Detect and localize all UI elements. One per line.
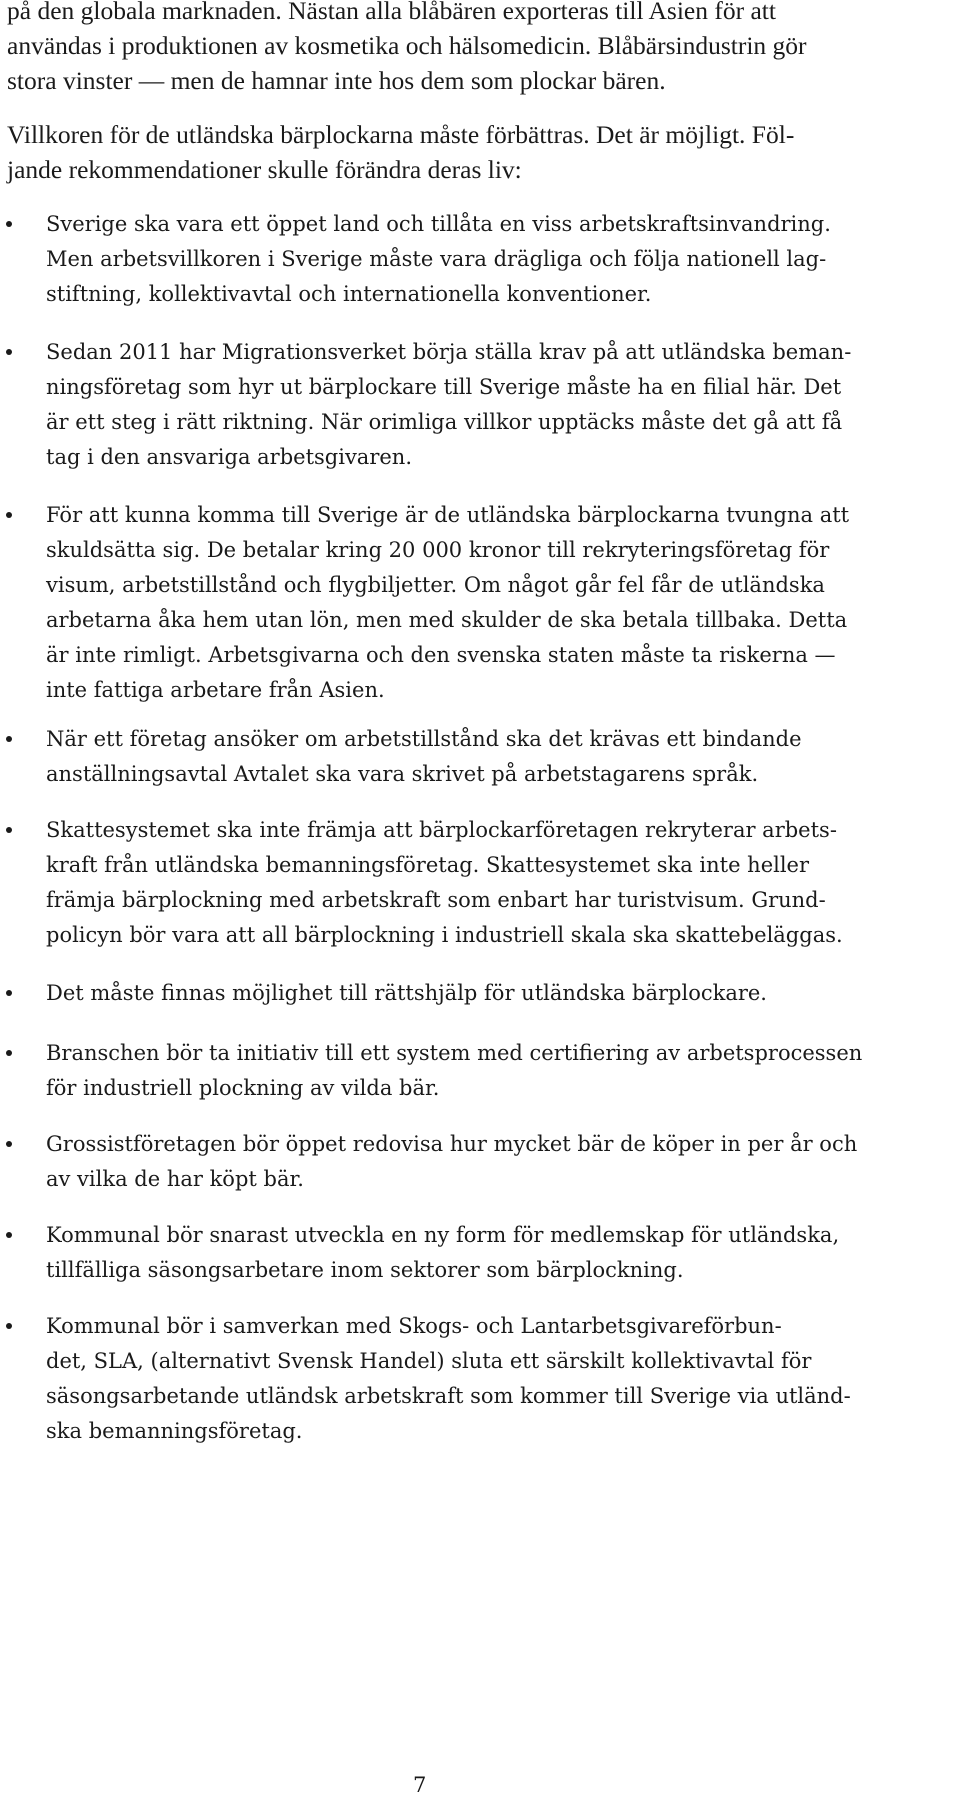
text-line: av vilka de har köpt bär. <box>46 1167 304 1191</box>
text-line: stiftning, kollektivavtal och internationella konventioner. <box>46 282 652 306</box>
text-line: Grossistföretagen bör öppet redovisa hur mycket bär de köper in per år och <box>46 1132 858 1156</box>
list-item-text <box>46 976 946 1011</box>
text-line: Sverige ska vara ett öppet land och tillåta en viss arbetskraftsinvandring. <box>46 212 831 236</box>
text-line: är ett steg i rätt riktning. När orimliga villkor upptäcks måste det gå att få <box>46 410 843 434</box>
text-line: När ett företag ansöker om arbetstillstånd ska det krävas ett bindande <box>46 727 802 751</box>
intro-paragraph-1 <box>7 0 937 98</box>
text-line: För att kunna komma till Sverige är de utländska bärplockarna tvungna att <box>46 503 850 527</box>
text-line: Branschen bör ta initiativ till ett system med certifiering av arbetsprocessen <box>46 1041 863 1065</box>
bullet-icon <box>6 512 12 518</box>
text-line: Villkoren för de utländska bärplockarna måste förbättras. Det är möjligt. Föl- <box>7 120 795 149</box>
text-line: ningsföretag som hyr ut bärplockare till Sverige måste ha en filial här. Det <box>46 375 842 399</box>
text-line: visum, arbetstillstånd och flygbiljetter. Om något går fel får de utländska <box>46 573 825 597</box>
list-item-text <box>46 813 946 953</box>
text-line: policyn bör vara att all bärplockning i industriell skala ska skattebeläggas. <box>46 923 843 947</box>
text-line: ska bemanningsföretag. <box>46 1419 303 1443</box>
text-line: Kommunal bör snarast utveckla en ny form för medlemskap för utländska, <box>46 1223 840 1247</box>
bullet-icon <box>6 221 12 227</box>
text-line: jande rekommendationer skulle förändra deras liv: <box>7 155 522 184</box>
text-line: stora vinster — men de hamnar inte hos dem som plockar bären. <box>7 66 666 95</box>
bullet-icon <box>6 1232 12 1238</box>
text-line: kraft från utländska bemanningsföretag. Skattesystemet ska inte heller <box>46 853 810 877</box>
page-number: 7 <box>413 1773 427 1797</box>
text-line: för industriell plockning av vilda bär. <box>46 1076 440 1100</box>
text-line: arbetarna åka hem utan lön, men med skulder de ska betala tillbaka. Detta <box>46 608 848 632</box>
intro-paragraph-2 <box>7 117 937 187</box>
text-line: det, SLA, (alternativt Svensk Handel) sluta ett särskilt kollektivavtal för <box>46 1349 812 1373</box>
list-item-text <box>46 1036 946 1106</box>
text-line: skuldsätta sig. De betalar kring 20 000 kronor till rekryteringsföretag för <box>46 538 830 562</box>
text-line: anställningsavtal Avtalet ska vara skrivet på arbetstagarens språk. <box>46 762 759 786</box>
bullet-icon <box>6 1141 12 1147</box>
bullet-icon <box>6 827 12 833</box>
text-line: är inte rimligt. Arbetsgivarna och den svenska staten måste ta riskerna — <box>46 643 836 667</box>
text-line: Sedan 2011 har Migrationsverket börja ställa krav på att utländska beman- <box>46 340 852 364</box>
list-item-text <box>46 1218 946 1288</box>
bullet-icon <box>6 1050 12 1056</box>
list-item-text <box>46 335 946 475</box>
text-line: Kommunal bör i samverkan med Skogs- och Lantarbetsgivareförbun- <box>46 1314 782 1338</box>
list-item-text <box>46 498 946 708</box>
list-item-text <box>46 1127 946 1197</box>
list-item-text <box>46 722 946 792</box>
text-line: på den globala marknaden. Nästan alla blåbären exporteras till Asien för att <box>7 0 776 25</box>
bullet-icon <box>6 736 12 742</box>
text-line: tillfälliga säsongsarbetare inom sektorer som bärplockning. <box>46 1258 684 1282</box>
list-item-text <box>46 207 946 312</box>
text-line: Skattesystemet ska inte främja att bärplockarföretagen rekryterar arbets- <box>46 818 837 842</box>
list-item-text <box>46 1309 946 1449</box>
text-line: användas i produktionen av kosmetika och hälsomedicin. Blåbärsindustrin gör <box>7 31 807 60</box>
text-line: Men arbetsvillkoren i Sverige måste vara drägliga och följa nationell lag- <box>46 247 827 271</box>
text-line: säsongsarbetande utländsk arbetskraft som kommer till Sverige via utländ- <box>46 1384 851 1408</box>
text-line: främja bärplockning med arbetskraft som enbart har turistvisum. Grund- <box>46 888 826 912</box>
text-line: Det måste finnas möjlighet till rättshjälp för utländska bärplockare. <box>46 981 767 1005</box>
bullet-icon <box>6 990 12 996</box>
text-line: inte fattiga arbetare från Asien. <box>46 678 385 702</box>
text-line: tag i den ansvariga arbetsgivaren. <box>46 445 412 469</box>
bullet-icon <box>6 1323 12 1329</box>
bullet-icon <box>6 349 12 355</box>
